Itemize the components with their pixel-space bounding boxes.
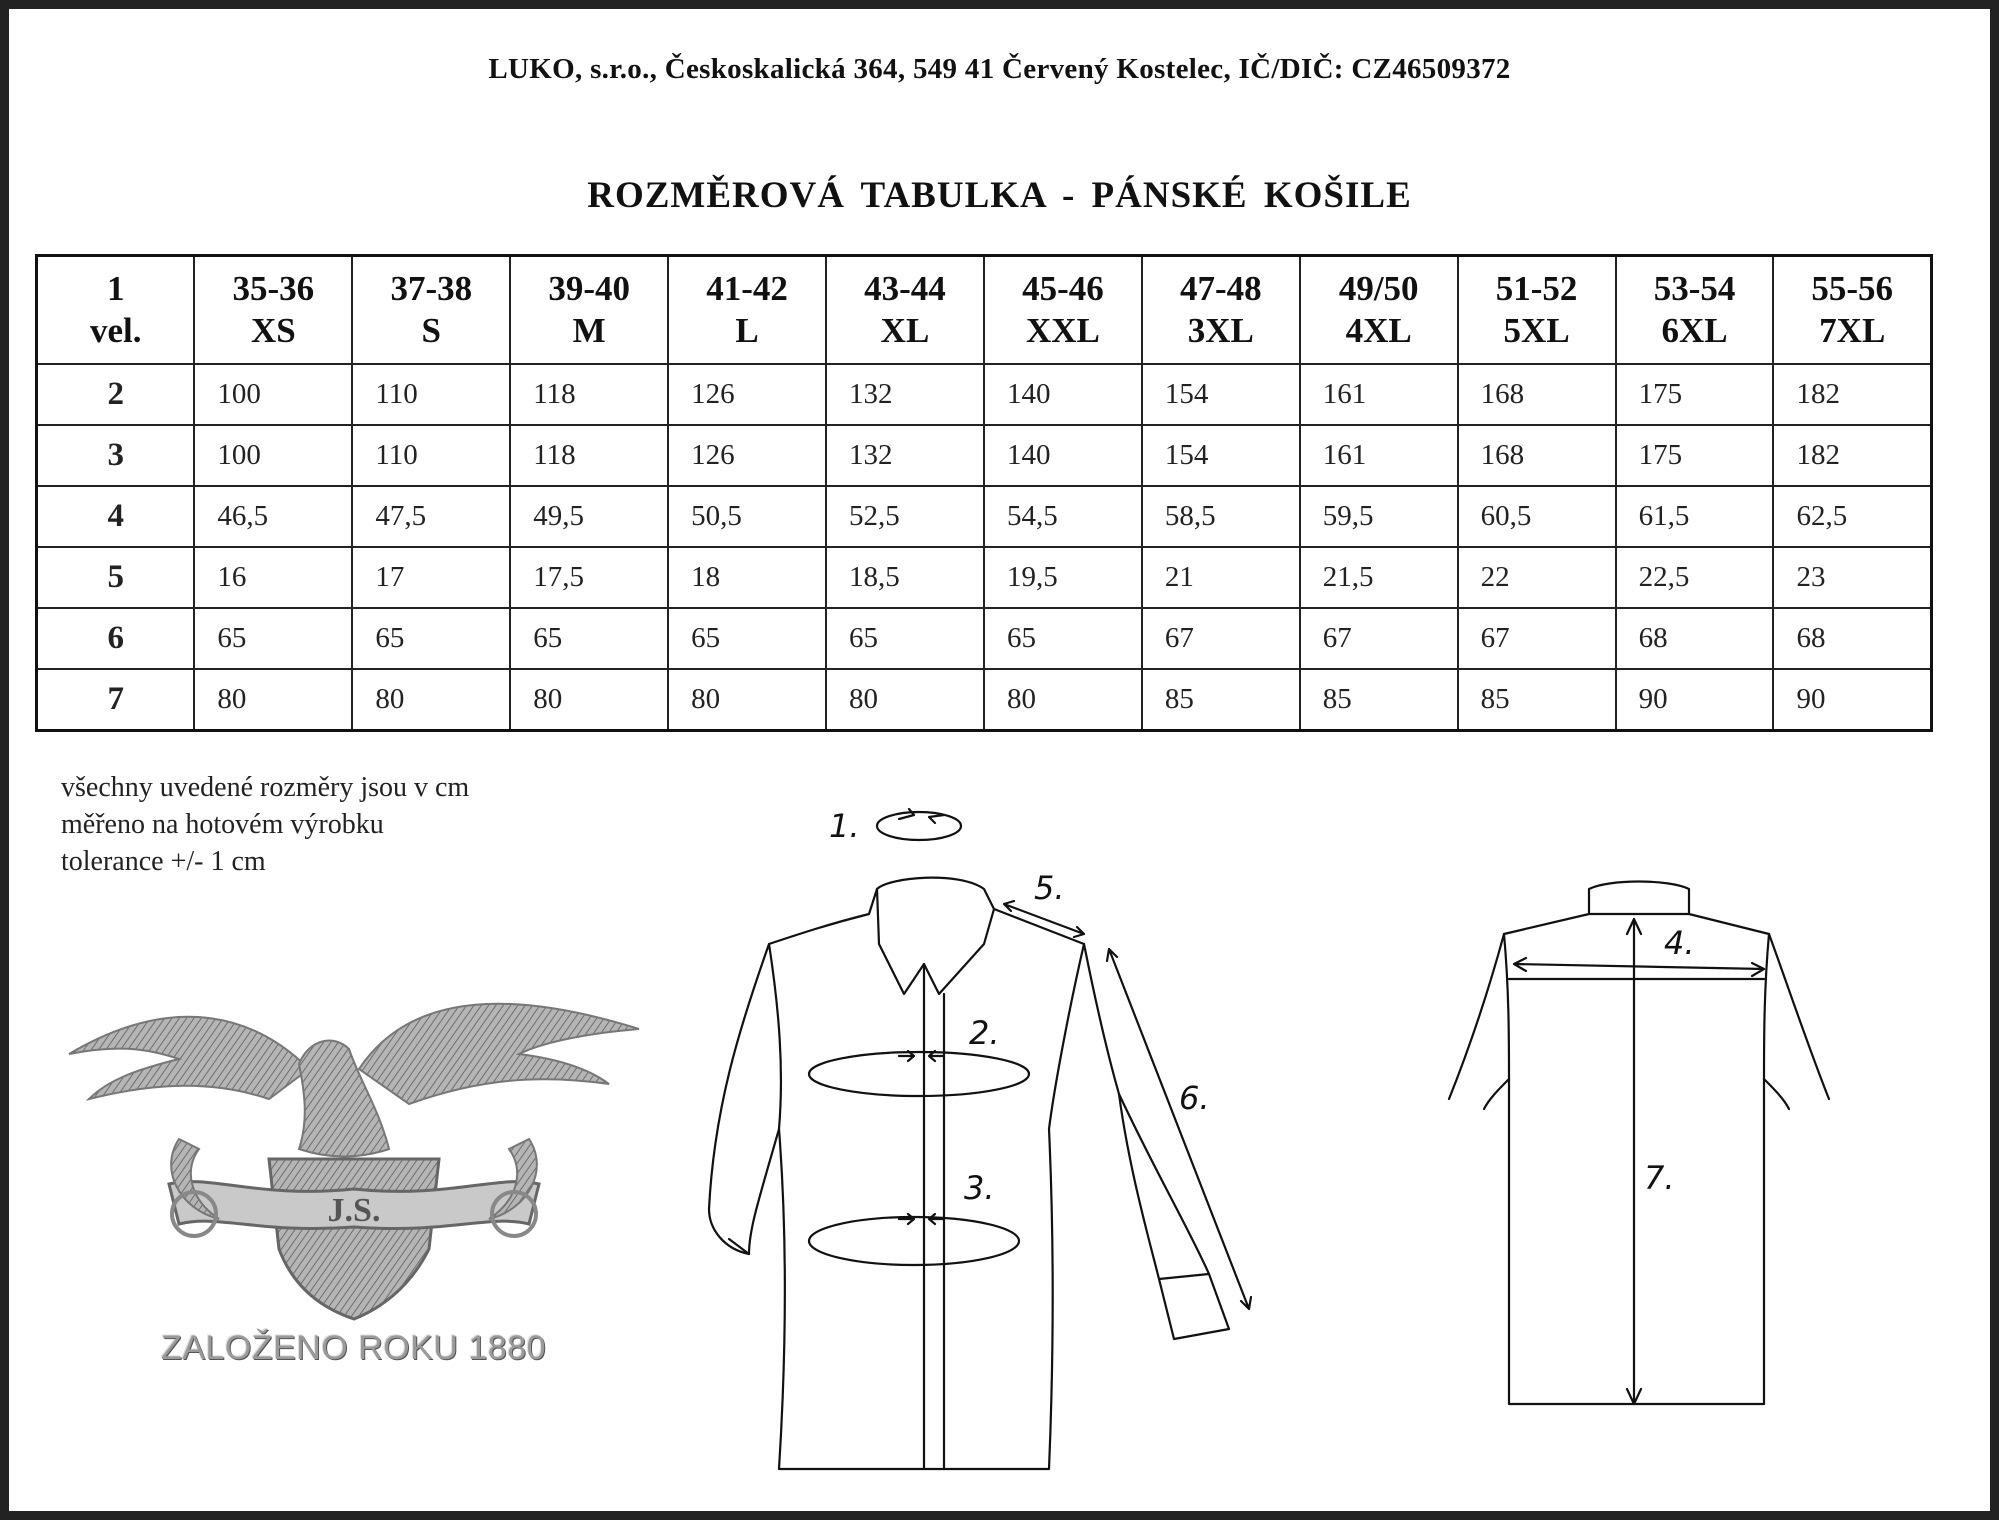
- table-cell: 22,5: [1616, 547, 1774, 608]
- size-range: 35-36: [232, 269, 315, 308]
- waist-label: 3.: [964, 1169, 995, 1207]
- emblem-monogram: J.S.: [327, 1192, 381, 1229]
- sleeve-arrow: [1107, 949, 1251, 1309]
- row-label: 5: [37, 547, 195, 608]
- company-header: LUKO, s.r.o., Českoskalická 364, 549 41 Červený Kostelec, IČ/DIČ: CZ46509372: [488, 53, 1511, 85]
- table-cell: 17: [352, 547, 510, 608]
- length-label: 7.: [1644, 1159, 1675, 1197]
- table-cell: 140: [984, 425, 1142, 486]
- table-cell: 18,5: [826, 547, 984, 608]
- table-cell: 23: [1773, 547, 1931, 608]
- table-cell: 52,5: [826, 486, 984, 547]
- table-cell: 118: [510, 364, 668, 425]
- waist-ellipse: [809, 1217, 1019, 1265]
- length-arrow: [1627, 919, 1641, 1404]
- row-label: 6: [37, 608, 195, 669]
- size-code: XXL: [1025, 311, 1100, 350]
- sleeve-label: 6.: [1179, 1079, 1210, 1117]
- shirt-measurement-drawing: [9, 9, 1990, 1511]
- table-cell: 168: [1458, 425, 1616, 486]
- table-cell: 182: [1773, 425, 1931, 486]
- table-cell: 132: [826, 425, 984, 486]
- size-range: 37-38: [390, 269, 473, 308]
- table-cell: 54,5: [984, 486, 1142, 547]
- table-cell: 46,5: [194, 486, 352, 547]
- size-range: 45-46: [1022, 269, 1104, 308]
- table-cell: 126: [668, 425, 826, 486]
- table-cell: 182: [1773, 364, 1931, 425]
- size-code: 5XL: [1503, 311, 1570, 350]
- table-cell: 126: [668, 364, 826, 425]
- table-cell: 110: [352, 425, 510, 486]
- table-cell: 161: [1300, 425, 1458, 486]
- size-code: 7XL: [1819, 311, 1886, 350]
- size-range: 49/50: [1338, 269, 1419, 308]
- table-cell: 154: [1142, 425, 1300, 486]
- note-line: všechny uvedené rozměry jsou v cm: [61, 772, 470, 803]
- back-width-label: 4.: [1664, 924, 1695, 962]
- table-cell: 80: [668, 669, 826, 731]
- table-cell: 154: [1142, 364, 1300, 425]
- corner-number: 1: [106, 269, 125, 308]
- table-cell: 100: [194, 364, 352, 425]
- collar-ellipse: [877, 812, 961, 840]
- size-code: S: [421, 311, 441, 350]
- size-range: 39-40: [548, 269, 630, 308]
- table-cell: 65: [510, 608, 668, 669]
- table-cell: 80: [826, 669, 984, 731]
- row-label: 3: [37, 425, 195, 486]
- size-code: XS: [250, 311, 296, 350]
- size-code: 3XL: [1187, 311, 1254, 350]
- table-cell: 100: [194, 425, 352, 486]
- size-chart-page: [9, 9, 1990, 1511]
- table-cell: 175: [1616, 364, 1774, 425]
- table-cell: 85: [1142, 669, 1300, 731]
- table-cell: 90: [1616, 669, 1774, 731]
- size-range: 51-52: [1495, 269, 1578, 308]
- table-cell: 110: [352, 364, 510, 425]
- table-cell: 85: [1300, 669, 1458, 731]
- table-cell: 21,5: [1300, 547, 1458, 608]
- table-cell: 67: [1458, 608, 1616, 669]
- table-cell: 62,5: [1773, 486, 1931, 547]
- table-cell: 90: [1773, 669, 1931, 731]
- size-code: 4XL: [1345, 311, 1412, 350]
- table-cell: 61,5: [1616, 486, 1774, 547]
- note-line: tolerance +/- 1 cm: [61, 846, 266, 877]
- table-cell: 17,5: [510, 547, 668, 608]
- table-cell: 80: [510, 669, 668, 731]
- row-label: 2: [37, 364, 195, 425]
- table-cell: 49,5: [510, 486, 668, 547]
- chest-ellipse: [809, 1052, 1029, 1096]
- table-cell: 65: [826, 608, 984, 669]
- table-cell: 132: [826, 364, 984, 425]
- table-cell: 58,5: [1142, 486, 1300, 547]
- table-cell: 161: [1300, 364, 1458, 425]
- table-cell: 85: [1458, 669, 1616, 731]
- table-cell: 50,5: [668, 486, 826, 547]
- size-code: L: [735, 311, 759, 350]
- table-cell: 80: [984, 669, 1142, 731]
- table-cell: 68: [1616, 608, 1774, 669]
- size-code: M: [572, 311, 606, 350]
- size-range: 55-56: [1811, 269, 1894, 308]
- corner-label: vel.: [89, 311, 142, 350]
- table-cell: 175: [1616, 425, 1774, 486]
- table-cell: 65: [984, 608, 1142, 669]
- shoulder-label: 5.: [1034, 869, 1065, 907]
- table-cell: 80: [352, 669, 510, 731]
- front-collar: [877, 878, 994, 994]
- table-cell: 65: [352, 608, 510, 669]
- table-cell: 65: [668, 608, 826, 669]
- table-cell: 67: [1142, 608, 1300, 669]
- note-line: měřeno na hotovém výrobku: [61, 809, 384, 840]
- table-cell: 59,5: [1300, 486, 1458, 547]
- back-collar: [1589, 882, 1689, 915]
- founded-label: ZALOŽENO ROKU 1880: [161, 1329, 547, 1367]
- table-cell: 65: [194, 608, 352, 669]
- row-label: 4: [37, 486, 195, 547]
- size-range: 43-44: [864, 269, 946, 308]
- table-cell: 80: [194, 669, 352, 731]
- cuff: [1159, 1274, 1229, 1339]
- table-cell: 47,5: [352, 486, 510, 547]
- table-cell: 67: [1300, 608, 1458, 669]
- row-label: 7: [37, 669, 195, 731]
- table-cell: 118: [510, 425, 668, 486]
- size-range: 47-48: [1179, 269, 1262, 308]
- chest-label: 2.: [969, 1014, 1000, 1052]
- collar-label: 1.: [829, 807, 860, 845]
- size-code: 6XL: [1661, 311, 1728, 350]
- table-cell: 68: [1773, 608, 1931, 669]
- size-range: 53-54: [1653, 269, 1736, 308]
- table-cell: 19,5: [984, 547, 1142, 608]
- table-cell: 16: [194, 547, 352, 608]
- table-cell: 168: [1458, 364, 1616, 425]
- size-range: 41-42: [706, 269, 788, 308]
- back-width-arrow: [1514, 958, 1764, 976]
- table-cell: 22: [1458, 547, 1616, 608]
- table-cell: 60,5: [1458, 486, 1616, 547]
- page-title: ROZMĚROVÁ TABULKA - PÁNSKÉ KOŠILE: [587, 175, 1412, 216]
- table-cell: 140: [984, 364, 1142, 425]
- table-cell: 18: [668, 547, 826, 608]
- table-cell: 21: [1142, 547, 1300, 608]
- size-code: XL: [880, 311, 930, 350]
